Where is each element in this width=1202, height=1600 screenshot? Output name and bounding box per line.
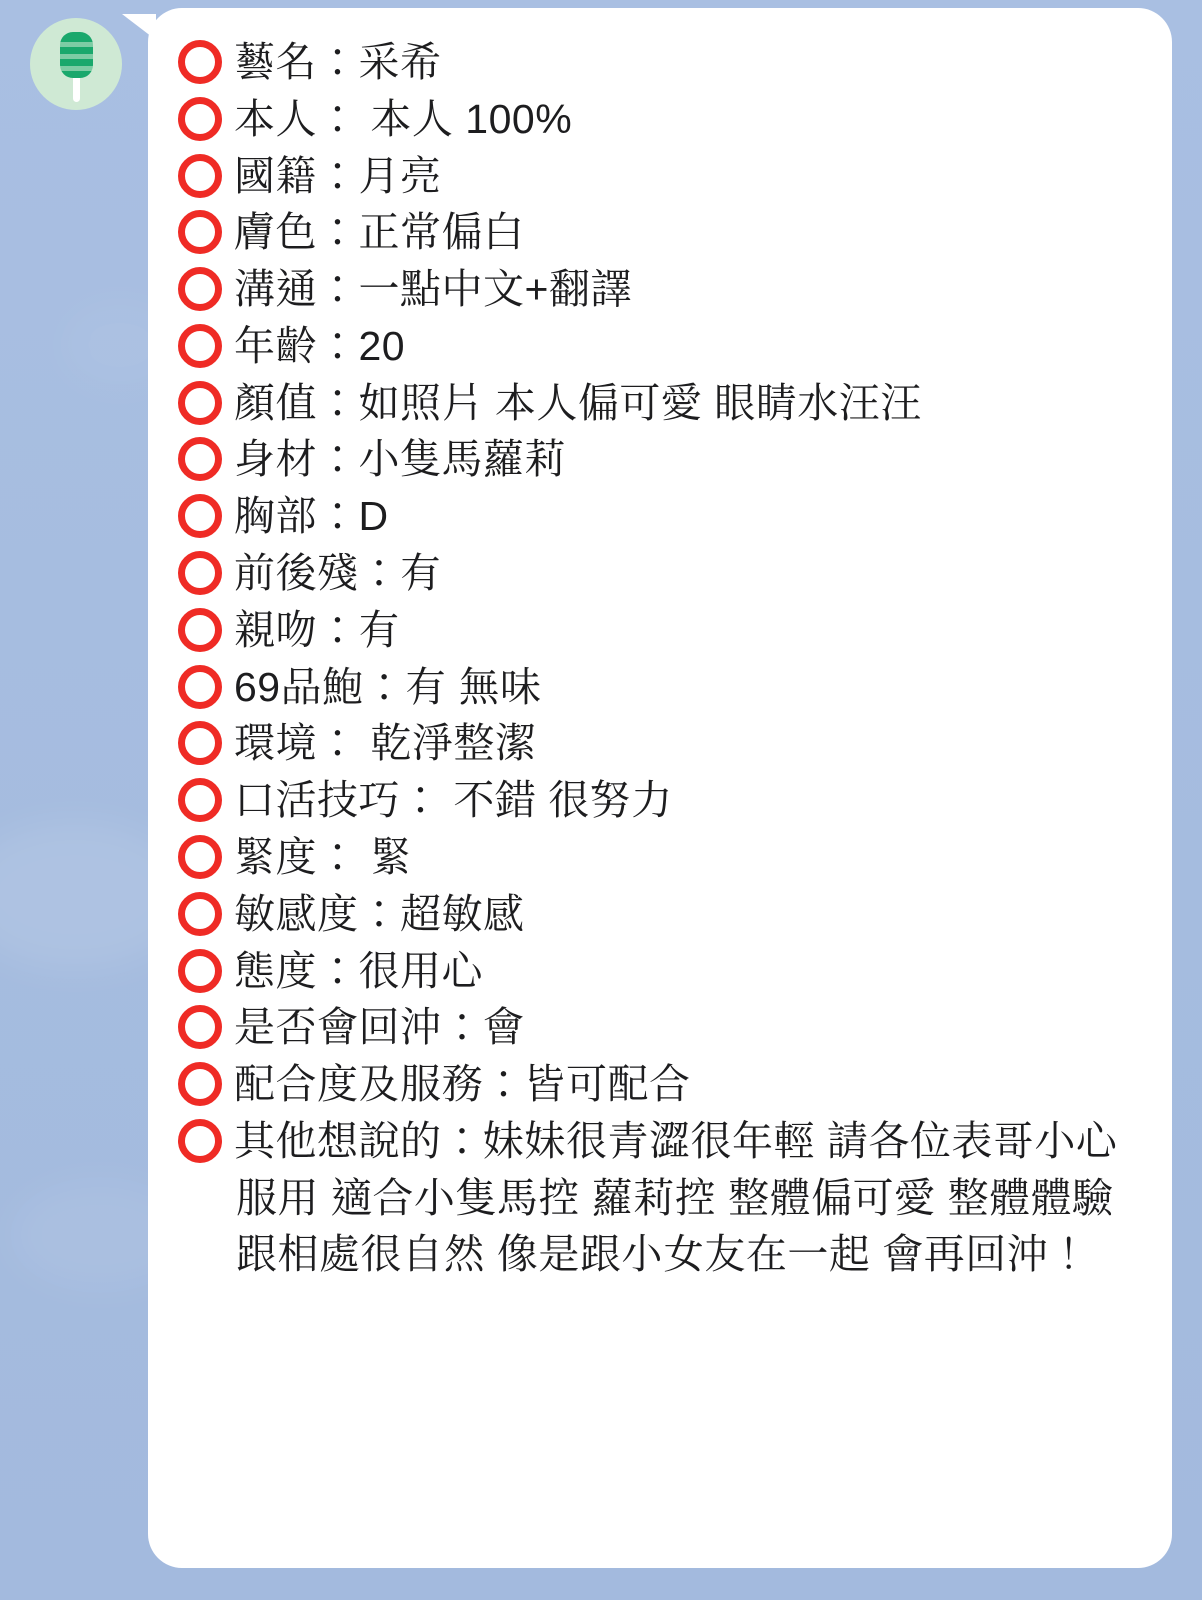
red-ring-bullet-icon	[178, 665, 222, 709]
red-ring-bullet-icon	[178, 949, 222, 993]
red-ring-bullet-icon	[178, 608, 222, 652]
message-line-text: 膚色：正常偏白	[234, 209, 525, 256]
message-line-text: 胸部：D	[234, 493, 389, 540]
message-line-text: 配合度及服務：皆可配合	[234, 1061, 691, 1108]
message-line-text: 口活技巧： 不錯 很努力	[234, 777, 673, 824]
message-line	[178, 318, 1142, 375]
message-line-text: 顏值：如照片 本人偏可愛 眼睛水汪汪	[234, 379, 922, 426]
message-line-text: 身材：小隻馬蘿莉	[234, 436, 566, 483]
message-text	[178, 34, 1142, 1283]
red-ring-bullet-icon	[178, 40, 222, 84]
message-line-text: 69品鮑：有 無味	[234, 663, 542, 710]
message-line	[178, 659, 1142, 716]
red-ring-bullet-icon	[178, 1005, 222, 1049]
message-line-text: 親吻：有	[234, 606, 400, 653]
red-ring-bullet-icon	[178, 892, 222, 936]
message-line	[178, 375, 1142, 432]
message-line-text: 環境： 乾淨整潔	[234, 720, 537, 767]
message-line-text: 其他想說的：妹妹很青澀很年輕 請各位表哥小心服用 適合小隻馬控 蘿莉控 整體偏可愛 整體體驗跟相處很自然 像是跟小女友在一起 會再回沖！	[234, 1117, 1118, 1278]
message-line-text: 溝通：一點中文+翻譯	[234, 266, 632, 313]
avatar[interactable]	[30, 18, 122, 110]
message-line	[178, 488, 1142, 545]
message-line	[178, 602, 1142, 659]
message-line-text: 是否會回沖：會	[234, 1004, 525, 1051]
message-line	[178, 204, 1142, 261]
red-ring-bullet-icon	[178, 267, 222, 311]
message-line-text: 本人： 本人 100%	[234, 95, 573, 142]
message-line	[178, 545, 1142, 602]
message-line	[178, 943, 1142, 1000]
red-ring-bullet-icon	[178, 154, 222, 198]
message-line	[178, 999, 1142, 1056]
red-ring-bullet-icon	[178, 210, 222, 254]
red-ring-bullet-icon	[178, 551, 222, 595]
message-line	[178, 91, 1142, 148]
message-line	[178, 886, 1142, 943]
message-line	[178, 431, 1142, 488]
red-ring-bullet-icon	[178, 324, 222, 368]
message-line-text: 態度：很用心	[234, 947, 483, 994]
red-ring-bullet-icon	[178, 494, 222, 538]
message-bubble[interactable]	[148, 8, 1172, 1568]
message-line-text: 前後殘：有	[234, 550, 442, 597]
popsicle-icon	[30, 18, 122, 110]
message-line-text: 年齡：20	[234, 322, 406, 369]
message-line	[178, 772, 1142, 829]
message-line	[178, 1056, 1142, 1113]
message-line	[178, 715, 1142, 772]
red-ring-bullet-icon	[178, 97, 222, 141]
red-ring-bullet-icon	[178, 1119, 222, 1163]
message-line-text: 敏感度：超敏感	[234, 890, 525, 937]
message-line-text: 緊度： 緊	[234, 833, 412, 880]
red-ring-bullet-icon	[178, 1062, 222, 1106]
message-line	[178, 34, 1142, 91]
message-line-text: 國籍：月亮	[234, 152, 442, 199]
red-ring-bullet-icon	[178, 835, 222, 879]
red-ring-bullet-icon	[178, 437, 222, 481]
red-ring-bullet-icon	[178, 721, 222, 765]
red-ring-bullet-icon	[178, 778, 222, 822]
message-line	[178, 261, 1142, 318]
message-line	[178, 829, 1142, 886]
message-line	[178, 148, 1142, 205]
message-line-text: 藝名：采希	[234, 39, 442, 85]
red-ring-bullet-icon	[178, 381, 222, 425]
message-line	[178, 1113, 1142, 1283]
